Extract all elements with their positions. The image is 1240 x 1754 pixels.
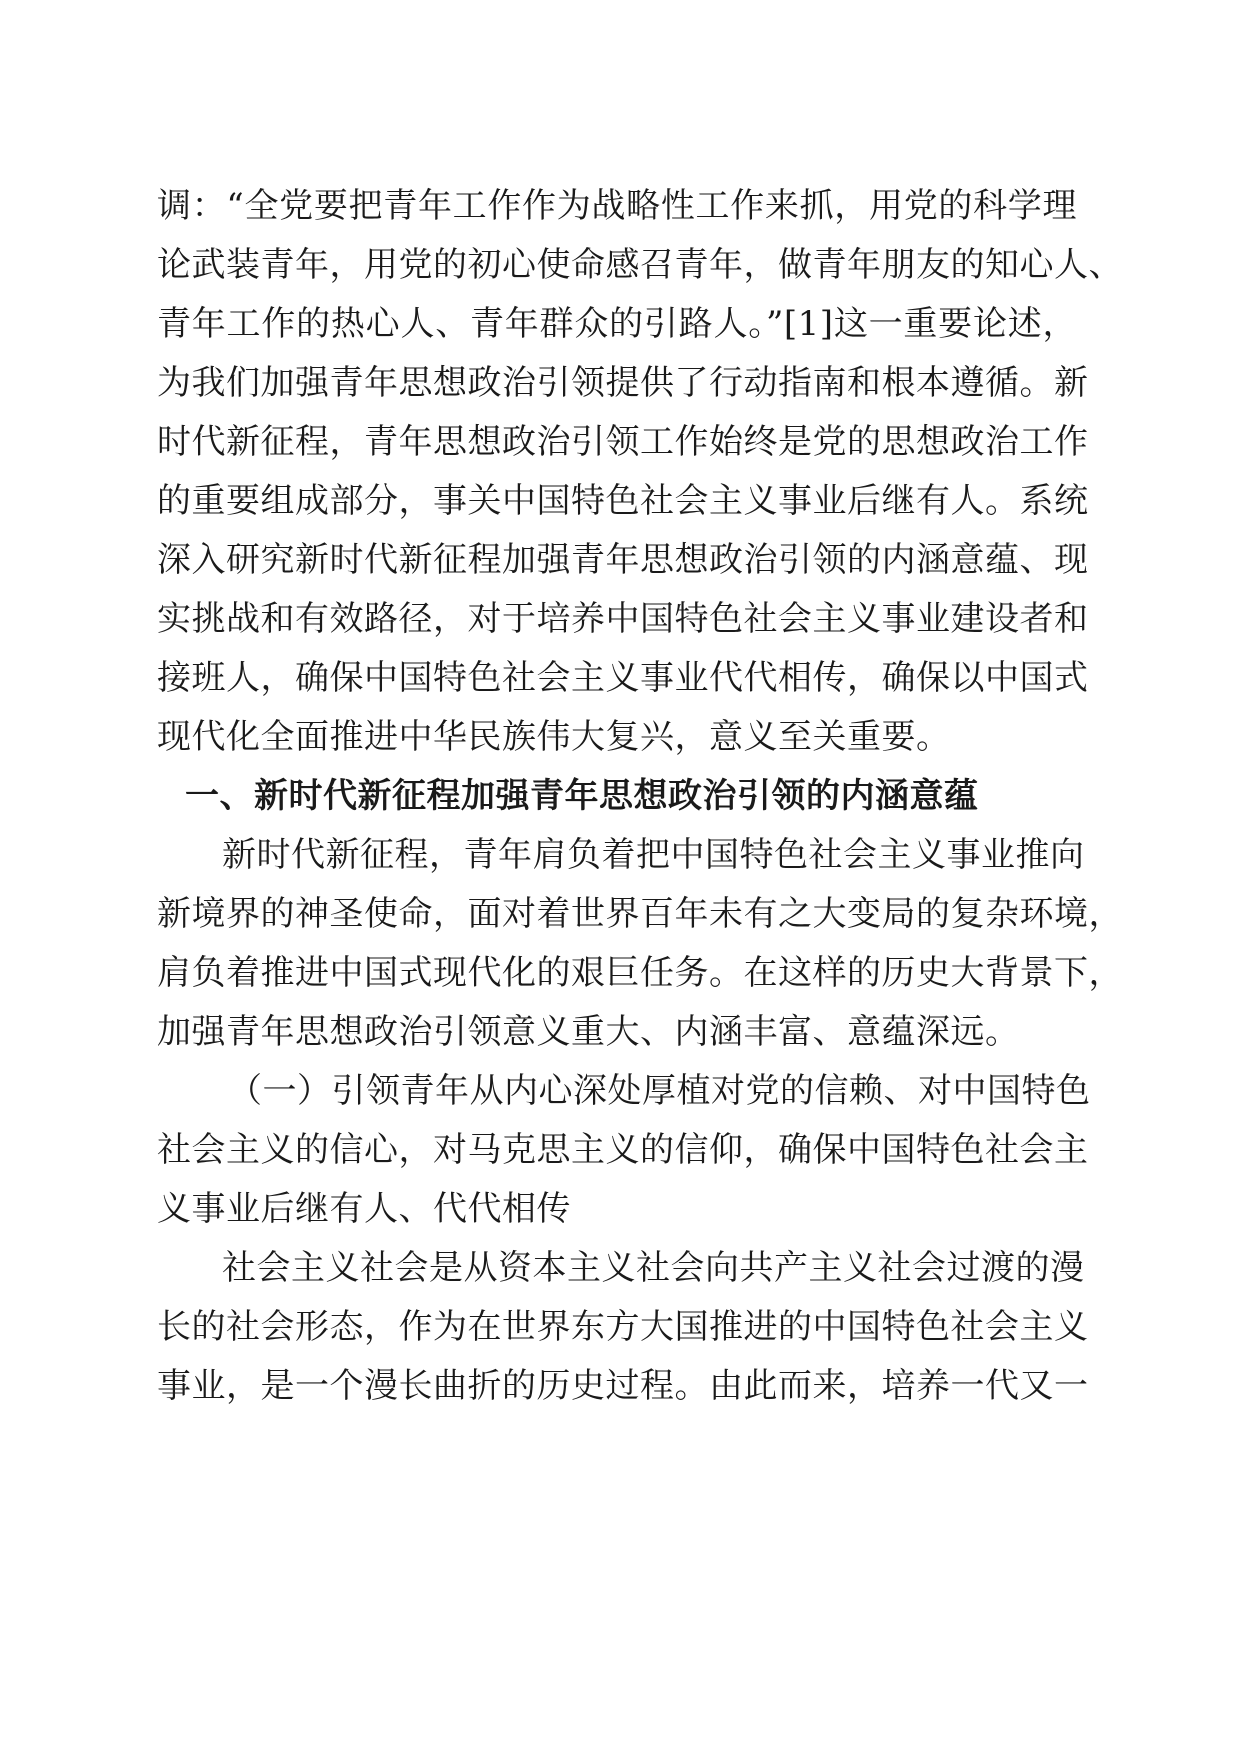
text-line: 实挑战和有效路径，对于培养中国特色社会主义事业建设者和: [157, 599, 1089, 639]
text-line: 深入研究新时代新征程加强青年思想政治引领的内涵意蕴、现: [157, 540, 1089, 580]
text-line: 社会主义社会是从资本主义社会向共产主义社会过渡的漫: [222, 1248, 1085, 1288]
text-line: 时代新征程，青年思想政治引领工作始终是党的思想政治工作: [157, 422, 1089, 462]
subsection-heading: 义事业后继有人、代代相传: [157, 1189, 571, 1229]
text-line: 事业，是一个漫长曲折的历史过程。由此而来，培养一代又一: [157, 1366, 1089, 1406]
subsection-heading: 社会主义的信心，对马克思主义的信仰，确保中国特色社会主: [157, 1130, 1089, 1170]
text-line: 新境界的神圣使命，面对着世界百年未有之大变局的复杂环境，: [157, 894, 1123, 934]
section-heading: 一、新时代新征程加强青年思想政治引领的内涵意蕴: [185, 776, 979, 816]
text-line: 加强青年思想政治引领意义重大、内涵丰富、意蕴深远。: [157, 1012, 1020, 1052]
text-line: 论武装青年，用党的初心使命感召青年，做青年朋友的知心人、: [157, 245, 1123, 285]
text-line: 调：“全党要把青年工作作为战略性工作来抓，用党的科学理: [157, 186, 1077, 226]
text-line: 的重要组成部分，事关中国特色社会主义事业后继有人。系统: [157, 481, 1089, 521]
text-line: 现代化全面推进中华民族伟大复兴，意义至关重要。: [157, 717, 951, 757]
text-line: 肩负着推进中国式现代化的艰巨任务。在这样的历史大背景下，: [157, 953, 1123, 993]
text-line: 为我们加强青年思想政治引领提供了行动指南和根本遵循。新: [157, 363, 1089, 403]
text-line: 新时代新征程，青年肩负着把中国特色社会主义事业推向: [222, 835, 1085, 875]
text-line: 接班人，确保中国特色社会主义事业代代相传，确保以中国式: [157, 658, 1089, 698]
subsection-heading: （一）引领青年从内心深处厚植对党的信赖、对中国特色: [228, 1071, 1091, 1111]
text-line: 青年工作的热心人、青年群众的引路人。”[1]这一重要论述，: [157, 304, 1077, 344]
text-line: 长的社会形态，作为在世界东方大国推进的中国特色社会主义: [157, 1307, 1089, 1347]
